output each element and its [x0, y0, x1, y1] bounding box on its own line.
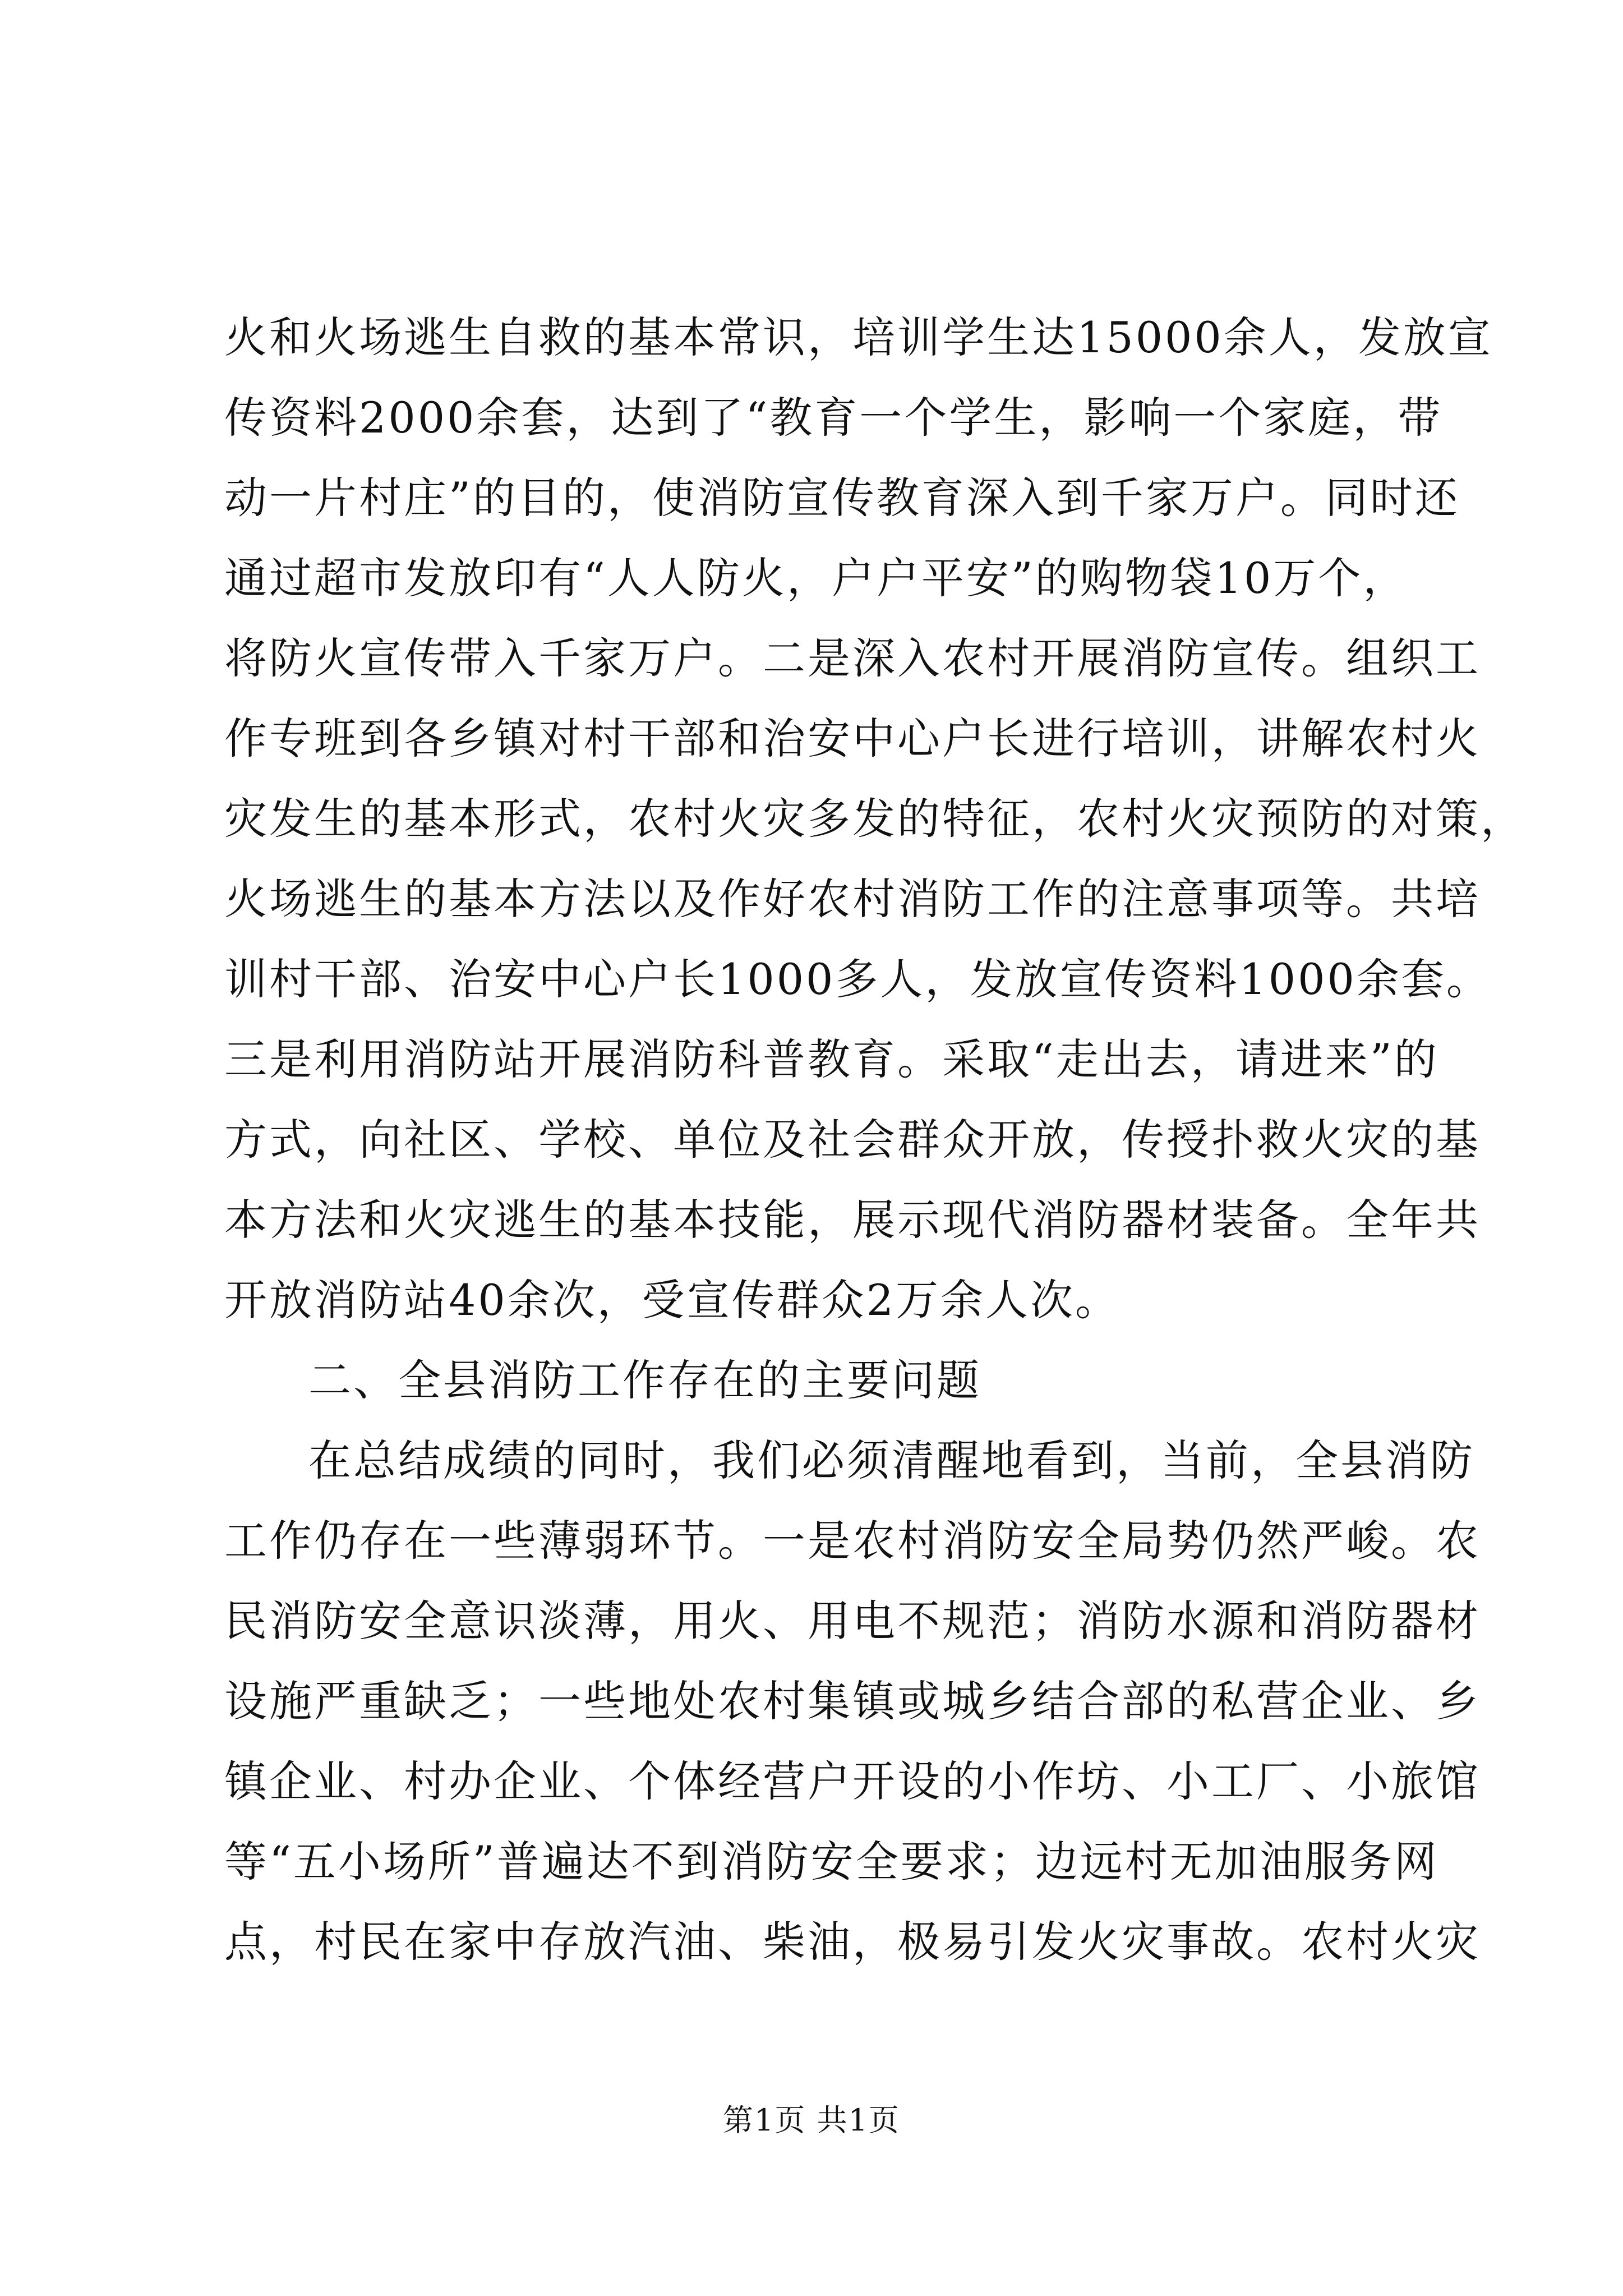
text-line: 动一片村庄”的目的，使消防宣传教育深入到千家万户。同时还	[224, 473, 1460, 523]
text-line: 作专班到各乡镇对村干部和治安中心户长进行培训，讲解农村火	[224, 714, 1481, 763]
section-heading: 二、全县消防工作存在的主要问题	[308, 1355, 981, 1405]
text-line: 三是利用消防站开展消防科普教育。采取“走出去，请进来”的	[224, 1034, 1439, 1084]
text-line: 火场逃生的基本方法以及作好农村消防工作的注意事项等。共培	[224, 874, 1481, 924]
text-line: 传资料2000余套，达到了“教育一个学生，影响一个家庭，带	[224, 393, 1443, 443]
document-body	[224, 297, 1525, 1982]
text-line: 火和火场逃生自救的基本常识，培训学生达15000余人，发放宣	[224, 312, 1493, 362]
text-line: 民消防安全意识淡薄，用火、用电不规范；消防水源和消防器材	[224, 1596, 1481, 1646]
text-line: 灾发生的基本形式，农村火灾多发的特征，农村火灾预防的对策，	[224, 794, 1525, 844]
text-line: 工作仍存在一些薄弱环节。一是农村消防安全局势仍然严峻。农	[224, 1516, 1481, 1566]
text-line: 等“五小场所”普遍达不到消防安全要求；边远村无加油服务网	[224, 1837, 1439, 1887]
text-line: 设施严重缺乏；一些地处农村集镇或城乡结合部的私营企业、乡	[224, 1676, 1481, 1726]
paragraph-first-line: 在总结成绩的同时，我们必须清醒地看到，当前，全县消防	[308, 1435, 1475, 1485]
text-line: 镇企业、村办企业、个体经营户开设的小作坊、小工厂、小旅馆	[224, 1756, 1481, 1806]
text-line: 开放消防站40余次，受宣传群众2万余人次。	[224, 1275, 1121, 1325]
text-line: 将防火宣传带入千家万户。二是深入农村开展消防宣传。组织工	[224, 633, 1481, 683]
text-line: 点，村民在家中存放汽油、柴油，极易引发火灾事故。农村火灾	[224, 1917, 1481, 1967]
page-footer: 第1页 共1页	[723, 2102, 900, 2138]
text-line: 方式，向社区、学校、单位及社会群众开放，传授扑救火灾的基	[224, 1115, 1481, 1165]
text-line: 本方法和火灾逃生的基本技能，展示现代消防器材装备。全年共	[224, 1195, 1481, 1245]
text-line: 通过超市发放印有“人人防火，户户平安”的购物袋10万个，	[224, 553, 1408, 603]
text-line: 训村干部、治安中心户长1000多人，发放宣传资料1000余套。	[224, 954, 1491, 1004]
